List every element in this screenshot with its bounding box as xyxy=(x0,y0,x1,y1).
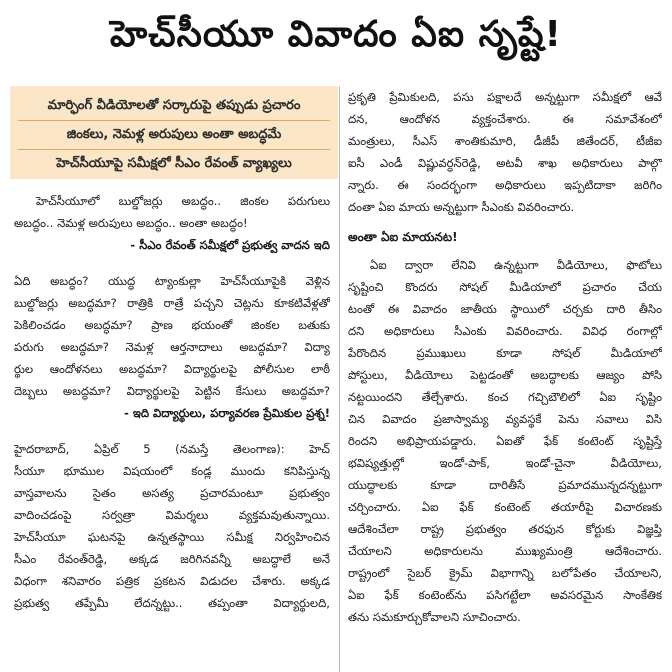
body-line: ఐసీ ఎండీ విష్ణువర్ధన్‌రెడ్డి, అటవీ శాఖ అధికారులు పాల్గొ xyxy=(348,156,662,170)
body-line: మంత్రులు, సీఎస్ శాంతికుమారి, డీజీపీ జితేందర్, టీజీఐ xyxy=(348,134,662,148)
body-line: పేరొందిన ప్రముఖులు కూడా సోషల్ మీడియాలో xyxy=(348,346,662,360)
body-line: సీఎం రేవంత్‌రెడ్డి, అక్కడ జరిగినవన్నీ అబద్ధాలే అనే xyxy=(14,552,330,566)
body-line: రిందని అభిప్రాయపడ్డారు. ఏఐతో ఫేక్ కంటెంట్ సృష్టిస్తే xyxy=(348,434,662,448)
quote2-line: పరుగు అబద్ధమా? నెమళ్ల ఆర్తనాదాలు అబద్ధమా? విద్యా xyxy=(14,340,330,354)
body-line: న్నారు. ఈ సందర్భంగా అధికారులు ఇప్పటిదాకా జరిగిం xyxy=(348,178,662,192)
body-line: సృష్టించి కొందరు సోషల్ మీడియాలో ప్రచారం చేయ xyxy=(348,280,662,294)
subhead: అంతా ఏఐ మాయనట! xyxy=(348,230,458,244)
body-line: ప్రభుత్వ తప్పేమీ లేదన్నట్టు.. తప్పంతా విద్యార్థులది, xyxy=(14,596,330,610)
headline: హెచ్‌సీయూ వివాదం ఏఐ సృష్టే! xyxy=(110,14,562,55)
deck-line: జింకలు, నెమళ్ల అరుపులు అంతా అబద్ధమే xyxy=(18,120,330,149)
quote1-line: హెచ్‌సీయూలో బుల్డోజర్లు అబద్ధం.. జింకల పరుగులు xyxy=(36,194,330,208)
body-line: తను సమకూర్చుకోవాలని సూచించారు. xyxy=(348,610,521,624)
quote2-line: దెబ్బలు అబద్ధమా? విద్యార్థులపై పెట్టిన కేసులు అబద్ధమా? xyxy=(14,384,330,398)
column-divider xyxy=(339,86,340,672)
body-line: దని అధికారులు సీఎంకు వివరించారు. వివిధ రంగాల్లో xyxy=(348,324,662,338)
body-line: యుద్ధాలకు కూడా దారితీసే ప్రమాదమున్నదన్నట్టుగా xyxy=(348,478,662,492)
body-line: వాస్తవాలను సైతం అసత్య ప్రచారమంటూ ప్రభుత్వం xyxy=(14,486,330,500)
body-line: చిన వివాదం ప్రజాస్వామ్య వ్యవస్థకే పెను సవాలు విసి xyxy=(348,412,662,426)
body-line: ఏఐ ఫేక్ కంటెంట్‌ను పసిగట్టేలా అవసరమైన సాంకేతిక xyxy=(348,588,662,602)
quote2-line: బుల్డోజర్లు అబద్ధమా? రాత్రికి రాత్రే పచ్చని చెట్లను కూకటివేళ్లతో xyxy=(14,296,330,310)
deck-line: హెచ్‌సీయూపై సమీక్షలో సీఎం రేవంత్ వ్యాఖ్యలు xyxy=(18,149,330,178)
body-line: వాదించడంపై సర్వత్రా విమర్శలు వ్యక్తమవుతున్నాయి. xyxy=(14,508,330,522)
deck-line: మార్ఫింగ్ వీడియోలతో సర్కారుపై తప్పుడు ప్రచారం xyxy=(47,98,301,113)
body-line: భవిష్యత్తుల్లో ఇండో-పాక్, ఇండో-చైనా వీడియోలు, xyxy=(348,456,662,470)
quote2-line: ర్థుల ఆందోళనలు అబద్ధమా? విద్యార్థులపై పోలీసుల లాఠీ xyxy=(14,362,330,376)
body-line: ఆదేశించేలా రాష్ట్ర ప్రభుత్వం తరఫున కోర్టుకు విజ్ఞప్తి xyxy=(348,522,662,536)
left-column xyxy=(14,190,330,614)
quote2-attribution: - ఇది విద్యార్థులు, పర్యావరణ ప్రేమికుల ప్రశ్న! xyxy=(123,406,330,420)
body-line: టంతో ఈ వివాదం జాతీయ స్థాయిలో చర్చకు దారి తీసిం xyxy=(348,302,662,316)
body-line: ఏఐ ద్వారా లేనివి ఉన్నట్టుగా వీడియోలు, ఫొటోలు xyxy=(370,258,662,272)
quote2-line: పెకిలించడం అబద్ధమా? ప్రాణ భయంతో జింకల బతుకు xyxy=(14,318,330,332)
body-line: చేయాలని అధికారులను ముఖ్యమంత్రి ఆదేశించారు. xyxy=(348,544,662,558)
body-line: పోస్టులు, వీడియోలు పెట్టడంతో అబద్ధాలకు ఆజ్యం పోసి xyxy=(348,368,662,382)
quote1-line: అబద్ధం.. నెమళ్ల అరుపులు అబద్ధం.. అంతా అబద్ధం! xyxy=(14,216,248,230)
body-line: రాష్ట్రంలో సైబర్ క్రైమ్ విభాగాన్ని బలోపేతం చేయాలని, xyxy=(348,566,662,580)
quote2-line: ఏది అబద్ధం? యుద్ధ ట్యాంకుల్లా హెచ్‌సీయూపైకి వెళ్లిన xyxy=(14,274,330,288)
deck-box xyxy=(10,86,338,179)
right-column xyxy=(348,86,662,628)
body-line: విధంగా శనివారం పత్రిక ప్రకటన విడుదల చేశారు. అక్కడ xyxy=(14,574,330,588)
body-line: దన, ఆందోళన వ్యక్తంచేశారు. ఈ సమావేశంలో xyxy=(348,112,662,126)
quote1-attribution: - సీఎం రేవంత్ సమీక్షలో ప్రభుత్వ వాదన ఇది xyxy=(130,238,330,252)
body-line: చర్చించారు. ఏఐ ఫేక్ కంటెంట్ తయారీపై విచారణకు xyxy=(348,500,662,514)
body-line: హెచ్‌సీయూ ఘటనపై ఉన్నతస్థాయి సమీక్ష నిర్వహించిన xyxy=(14,530,330,544)
body-line: హైదరాబాద్, ఏప్రిల్ 5 (నమస్తే తెలంగాణ): హెచ్ xyxy=(14,442,330,456)
body-line: దంతా ఏఐ మాయ అన్నట్టుగా సీఎంకు వివరించారు. xyxy=(348,200,575,214)
body-line: నట్టయిందని తేల్చేశారు. కంచ గచ్చిబౌలిలో ఏఐ సృష్టిం xyxy=(348,390,662,404)
body-line: సీయూ భూముల విషయంలో కండ్ల ముందు కనిపిస్తున్న xyxy=(14,464,330,478)
body-line: ప్రకృతి ప్రేమికులది, పసు పక్షాలదే అన్నట్టుగా సమీక్షలో ఆవే xyxy=(348,90,662,104)
